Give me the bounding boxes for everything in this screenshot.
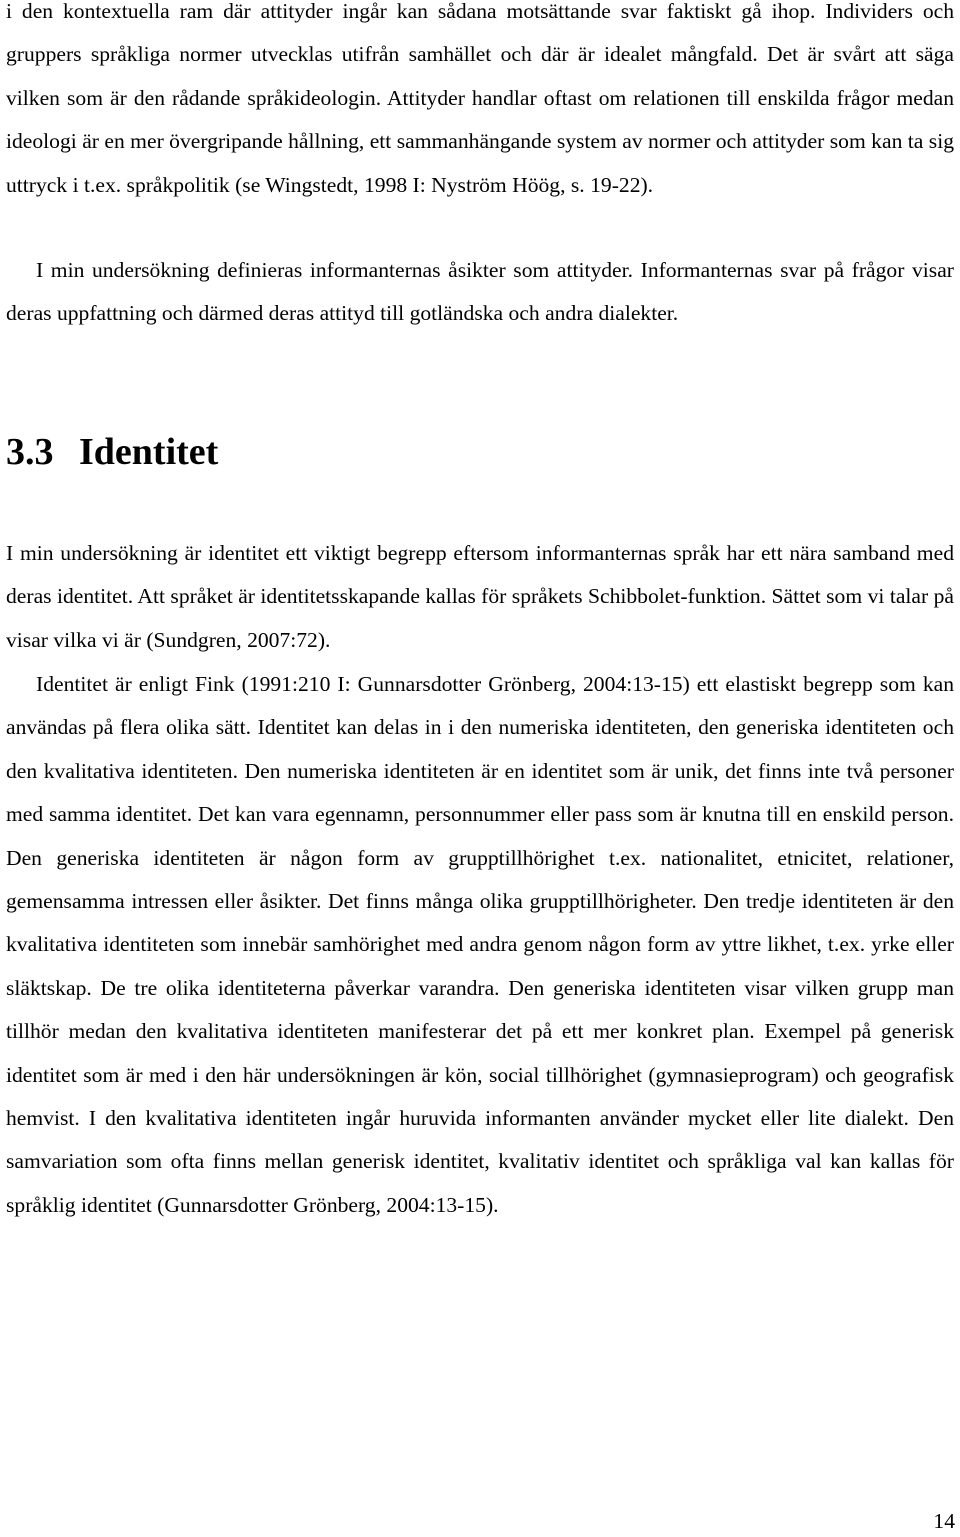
section-heading (6, 428, 218, 476)
paragraph-identity-intro: I min undersökning är identitet ett viktigt begrepp eftersom informanternas språk har ett nära samband med deras identitet. Att språket är identitetsskapande kallas för språkets Schibbolet-funktion. Sättet som vi talar på visar vilka vi är (Sundgren, 2007:72). (6, 541, 954, 652)
paragraph-attitudes-ideology: i den kontextuella ram där attityder ingår kan sådana motsättande svar faktiskt gå ihop. Individers och gruppers språkliga normer utvecklas utifrån samhället och där är idealet mångfald. Det är svårt att säga vilken som är den rådande språkideologin. Attityder handlar oftast om relationen till enskilda frågor medan ideologi är en mer övergripande hållning, ett sammanhängande system av normer och attityder som kan ta sig uttryck i t.ex. språkpolitik (se Wingstedt, 1998 I: Nyström Höög, s. 19-22). (6, 0, 954, 197)
paragraph-identity-types: Identitet är enligt Fink (1991:210 I: Gunnarsdotter Grönberg, 2004:13-15) ett elastiskt begrepp som kan användas på flera olika sätt. Identitet kan delas in i den numeriska identiteten, den generiska identiteten och den kvalitativa identiteten. Den numeriska identiteten är en identitet som är unik, det finns inte två personer med samma identitet. Det kan vara egennamn, personnummer eller pass som är knutna till en enskild person. Den generiska identiteten är någon form av grupptillhörighet t.ex. nationalitet, etnicitet, relationer, gemensamma intressen eller åsikter. Det finns många olika grupptillhörigheter. Den tredje identiteten är den kvalitativa identiteten som innebär samhörighet med andra genom någon form av yttre likhet, t.ex. yrke eller släktskap. De tre olika identiteterna påverkar varandra. Den generiska identiteten visar vilken grupp man tillhör medan den kvalitativa identiteten manifesterar det på ett mer konkret plan. Exempel på generisk identitet som är med i den här undersökningen är kön, social tillhörighet (gymnasieprogram) och geografisk hemvist. I den kvalitativa identiteten ingår huruvida informanten använder mycket eller lite dialekt. Den samvariation som ofta finns mellan generisk identitet, kvalitativ identitet och språkliga val kan kallas för språklig identitet (Gunnarsdotter Grönberg, 2004:13-15). (6, 672, 954, 1217)
page-number: 14 (933, 1509, 955, 1533)
paragraph-study-attitudes: I min undersökning definieras informanternas åsikter som attityder. Informanternas svar på frågor visar deras uppfattning och därmed deras attityd till gotländska och andra dialekter. (6, 258, 954, 326)
section-number: 3.3 (6, 431, 54, 473)
section-title: Identitet (79, 431, 219, 473)
